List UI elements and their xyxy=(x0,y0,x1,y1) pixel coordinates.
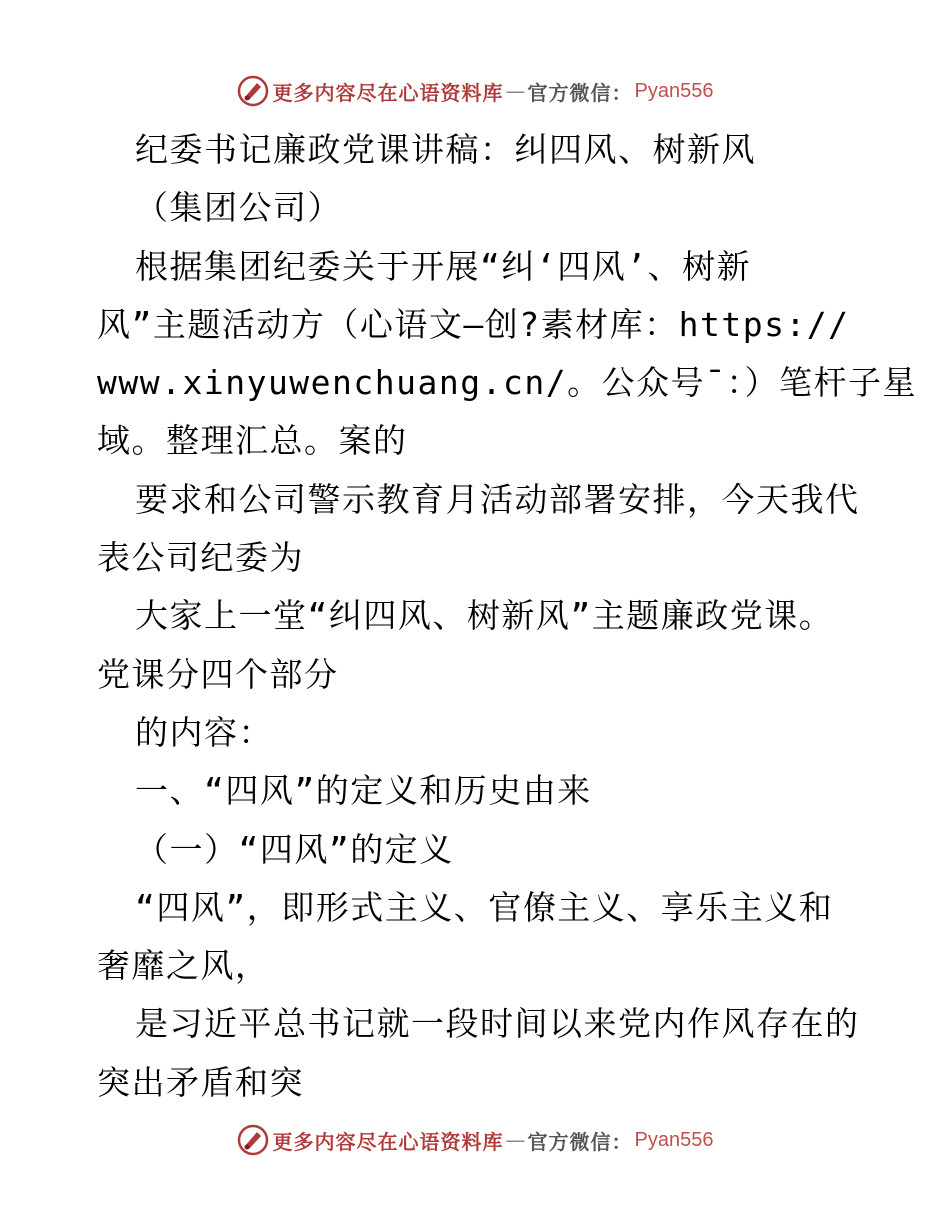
paragraph-line: 的内容： xyxy=(135,712,273,752)
paragraph-line: 大家上一堂“纠四风、树新风”主题廉政党课。 xyxy=(135,596,834,636)
brush-logo-icon xyxy=(237,75,269,107)
paragraph-line: 是习近平总书记就一段时间以来党内作风存在的 xyxy=(135,1004,860,1044)
banner-text: 更多内容尽在心语资料库 xyxy=(272,80,504,105)
paragraph-line: 党课分四个部分 xyxy=(97,654,339,694)
paragraph-line: 风”主题活动方（心语文—创?素材库：https:// xyxy=(97,304,850,344)
section-heading: 一、“四风”的定义和历史由来 xyxy=(135,771,592,811)
document-title: 纪委书记廉政党课讲稿：纠四风、树新风 xyxy=(135,130,756,169)
paragraph-line: 要求和公司警示教育月活动部署安排，今天我代 xyxy=(135,479,860,519)
banner-wechat-id: Pyan556 xyxy=(634,1128,714,1151)
brush-logo-icon xyxy=(237,1124,269,1156)
subsection-heading: （一）“四风”的定义 xyxy=(135,829,454,869)
header-banner xyxy=(0,71,950,111)
document-body xyxy=(97,121,917,1112)
paragraph-line: 域。整理汇总。案的 xyxy=(97,421,408,461)
paragraph-line: 奢靡之风， xyxy=(97,946,270,986)
footer-banner xyxy=(0,1120,950,1160)
document-subtitle: （集团公司） xyxy=(135,188,342,228)
paragraph-line: 表公司纪委为 xyxy=(97,538,304,578)
paragraph-line: “四风”，即形式主义、官僚主义、享乐主义和 xyxy=(135,887,834,927)
banner-wechat-label: 官方微信： xyxy=(527,1129,633,1154)
paragraph-line: 根据集团纪委关于开展“纠‘四风’、树新 xyxy=(135,246,752,286)
paragraph-line: 突出矛盾和突 xyxy=(97,1062,304,1102)
banner-separator: — xyxy=(505,79,526,103)
banner-separator: — xyxy=(505,1128,526,1152)
banner-wechat-label: 官方微信： xyxy=(527,80,633,105)
banner-wechat-id: Pyan556 xyxy=(634,79,714,102)
paragraph-line: www.xinyuwenchuang.cn/。公众号¯：）笔杆子星 xyxy=(97,363,917,403)
banner-text: 更多内容尽在心语资料库 xyxy=(272,1129,504,1154)
